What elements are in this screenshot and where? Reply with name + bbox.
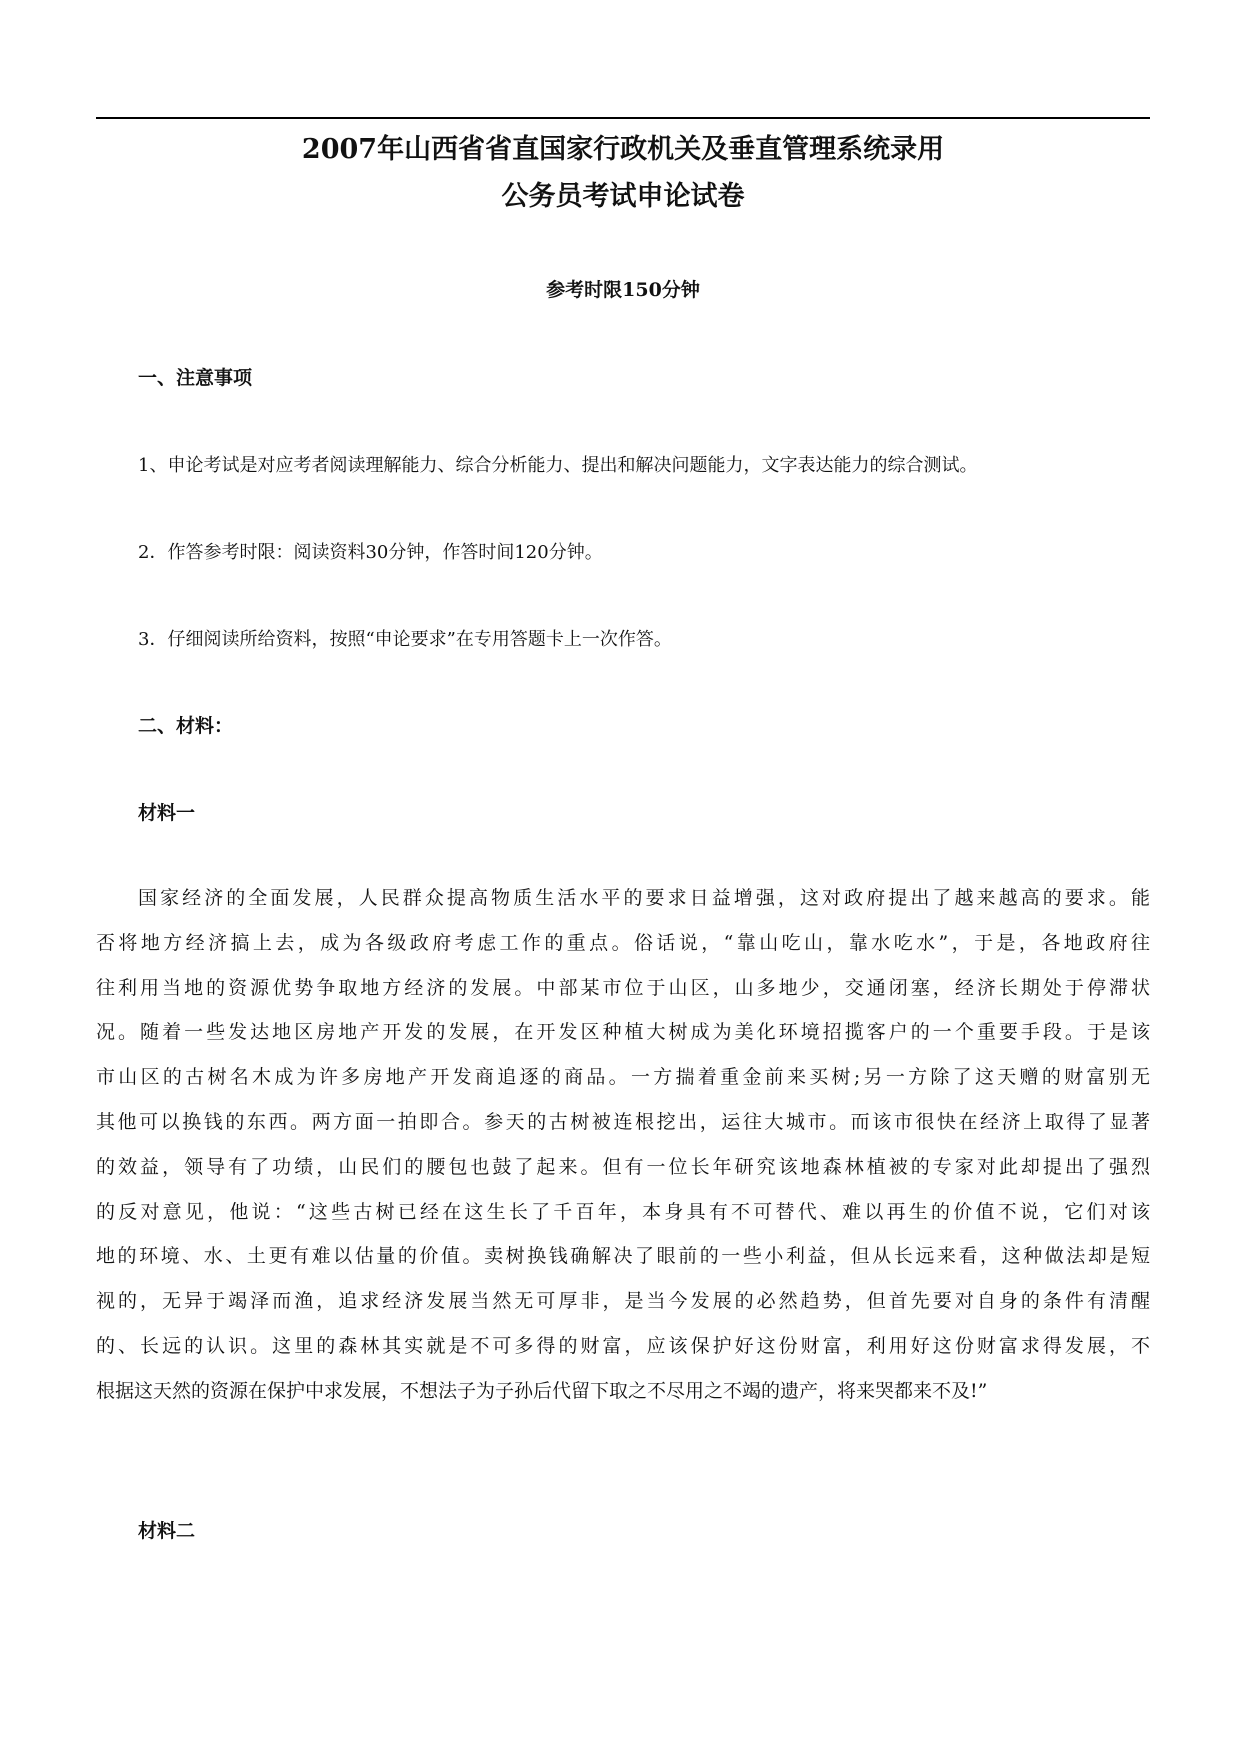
paragraph-line: 地的环境、水、土更有难以估量的价值。卖树换钱确解决了眼前的一些小利益，但从长远来看，这种做法却是短 <box>96 1245 1150 1268</box>
paragraph-line: 否将地方经济搞上去，成为各级政府考虑工作的重点。俗话说，“靠山吃山，靠水吃水”，于是，各地政府往 <box>96 931 1150 954</box>
header-rule <box>96 117 1150 119</box>
paragraph-line: 视的，无异于竭泽而渔，追求经济发展当然无可厚非，是当今发展的必然趋势，但首先要对自身的条件有清醒 <box>96 1290 1150 1313</box>
material-1-heading: 材料一 <box>138 802 196 824</box>
paragraph-line: 其他可以换钱的东西。两方面一拍即合。参天的古树被连根挖出，运往大城市。而该市很快在经济上取得了显著 <box>96 1110 1150 1133</box>
paragraph-line: 国家经济的全面发展，人民群众提高物质生活水平的要求日益增强，这对政府提出了越来越高的要求。能 <box>138 887 1150 909</box>
paragraph-line: 往利用当地的资源优势争取地方经济的发展。中部某市位于山区，山多地少，交通闭塞，经济长期处于停滞状 <box>96 976 1150 999</box>
note-item: 2．作答参考时限：阅读资料30分钟，作答时间120分钟。 <box>138 542 603 563</box>
section-heading-notes: 一、注意事项 <box>138 367 253 389</box>
paragraph-line: 的效益，领导有了功绩，山民们的腰包也鼓了起来。但有一位长年研究该地森林植被的专家对此却提出了强烈 <box>96 1155 1150 1178</box>
paragraph-line: 况。随着一些发达地区房地产开发的发展，在开发区种植大树成为美化环境招揽客户的一个重要手段。于是该 <box>96 1021 1150 1044</box>
paragraph-line: 的反对意见，他说：“这些古树已经在这生长了千百年，本身具有不可替代、难以再生的价值不说，它们对该 <box>96 1200 1150 1223</box>
note-item: 1、申论考试是对应考者阅读理解能力、综合分析能力、提出和解决问题能力，文字表达能力的综合测试。 <box>138 455 978 476</box>
paragraph-line: 市山区的古树名木成为许多房地产开发商追逐的商品。一方揣着重金前来买树;另一方除了这天赠的财富别无 <box>96 1066 1150 1089</box>
section-heading-materials: 二、材料： <box>138 715 234 737</box>
time-limit: 参考时限150分钟 <box>546 279 700 301</box>
document-title-line-2: 公务员考试申论试卷 <box>501 181 745 212</box>
paragraph-line: 根据这天然的资源在保护中求发展，不想法子为子孙后代留下取之不尽用之不竭的遗产，将来哭都来不及!” <box>96 1379 988 1402</box>
paragraph-line: 的、长远的认识。这里的森林其实就是不可多得的财富，应该保护好这份财富，利用好这份财富求得发展，不 <box>96 1334 1150 1357</box>
note-item: 3．仔细阅读所给资料，按照“申论要求”在专用答题卡上一次作答。 <box>138 629 672 650</box>
material-1-paragraph <box>96 882 1150 1420</box>
material-2-heading: 材料二 <box>138 1520 196 1542</box>
document-title-line-1: 2007年山西省省直国家行政机关及垂直管理系统录用 <box>301 134 945 165</box>
